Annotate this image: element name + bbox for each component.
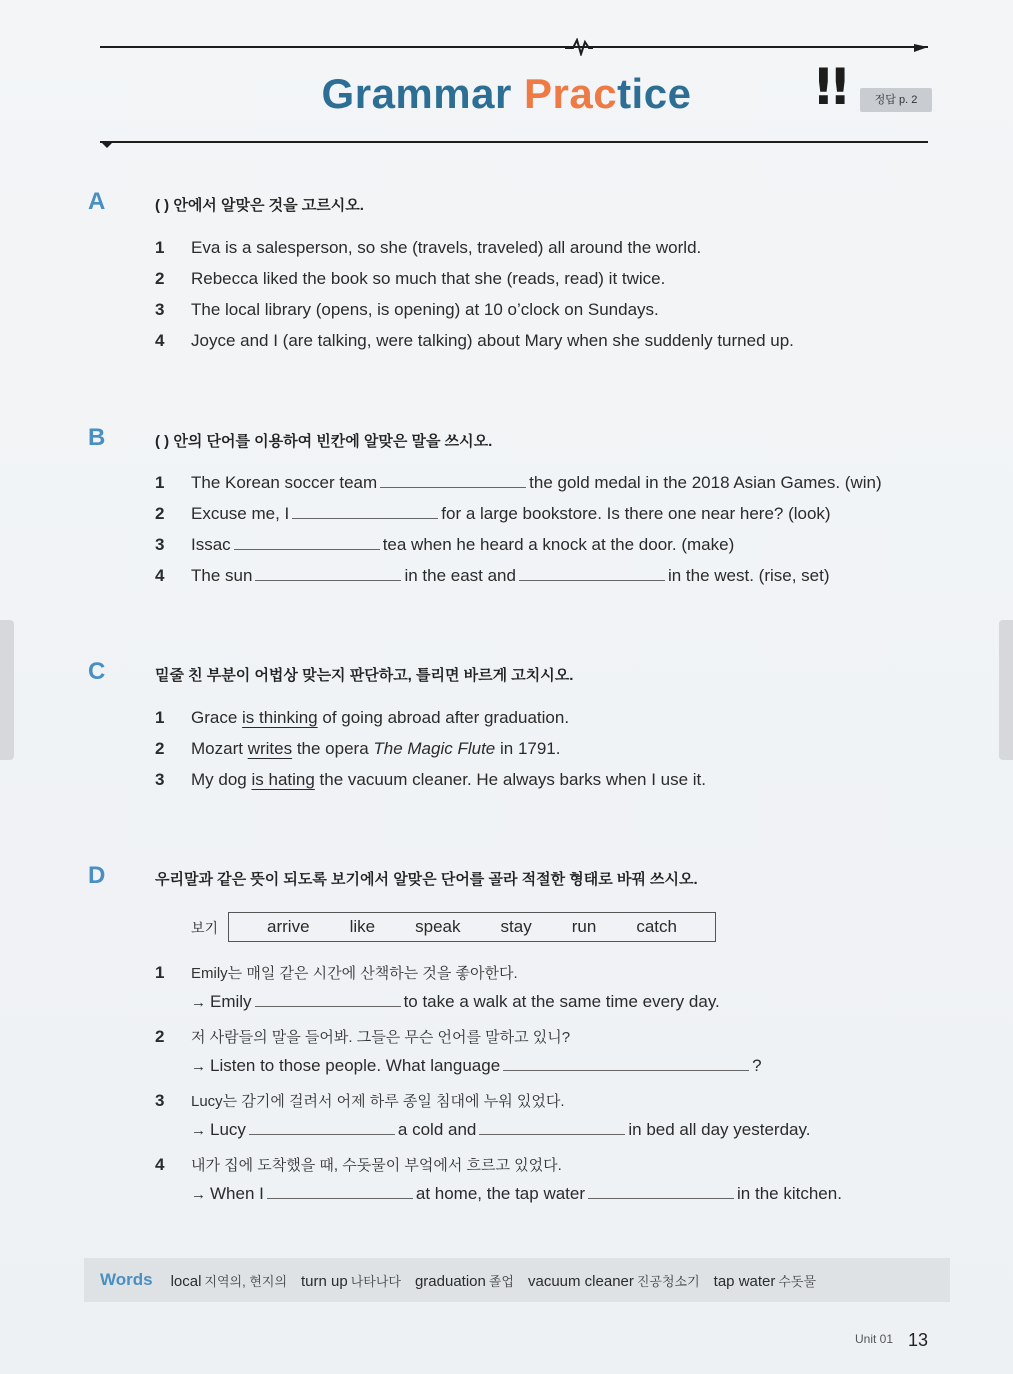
section-b-item: 3 Issac tea when he heard a knock at the door. (make) (155, 535, 735, 554)
section-a-item: 4 Joyce and I (are talking, were talking) about Mary when she suddenly turned up. (155, 331, 794, 350)
arrow-icon: → (191, 1186, 206, 1203)
words-title: Words (100, 1270, 153, 1289)
arrow-right-icon (914, 44, 928, 54)
answer-blank[interactable] (380, 473, 526, 488)
word-box-label: 보기 (191, 920, 219, 936)
section-d-instruction: 우리말과 같은 뜻이 되도록 보기에서 알맞은 단어를 골라 적절한 형태로 바꿔 쓰시오. (155, 871, 698, 888)
section-d-item-korean: 3 Lucy는 감기에 걸려서 어제 하루 종일 침대에 누워 있었다. (155, 1091, 565, 1110)
section-c-instruction: 밑줄 친 부분이 어법상 맞는지 판단하고, 틀리면 바르게 고치시오. (155, 667, 574, 684)
section-b-letter: B (88, 424, 106, 451)
header-top-rule (100, 46, 928, 48)
arrow-icon: → (191, 1058, 206, 1075)
answer-blank[interactable] (255, 992, 401, 1007)
section-d-item-korean: 1 Emily는 매일 같은 시간에 산책하는 것을 좋아한다. (155, 963, 518, 982)
left-page-edge (0, 620, 14, 760)
glossary-entry: turn up 나타나다 (301, 1272, 401, 1290)
word-option: stay (500, 917, 532, 936)
section-d-item-answer: → Lucy a cold and in bed all day yesterday. (191, 1120, 811, 1139)
answer-blank[interactable] (503, 1056, 749, 1071)
glossary-entry: graduation 졸업 (414, 1272, 514, 1290)
page-title: Grammar Practice (321, 70, 692, 117)
section-a-item: 2 Rebecca liked the book so much that she (reads, read) it twice. (155, 269, 666, 288)
glossary-entry: vacuum cleaner 진공청소기 (527, 1272, 700, 1290)
section-c-letter: C (88, 658, 106, 685)
unit-label: Unit 01 (855, 1332, 894, 1346)
arrow-icon: → (191, 994, 206, 1011)
page-number: 13 (908, 1330, 929, 1350)
section-a-item: 3 The local library (opens, is opening) at 10 o’clock on Sundays. (155, 300, 659, 319)
word-option: run (571, 917, 597, 936)
answer-blank[interactable] (479, 1120, 625, 1135)
section-b-item: 4 The sun in the east and in the west. (rise, set) (155, 566, 830, 585)
section-c-item: 2 Mozart writes the opera The Magic Flute in 1791. (155, 739, 561, 758)
word-option: like (349, 917, 376, 936)
section-b-item: 1 The Korean soccer team the gold medal in the 2018 Asian Games. (win) (155, 473, 882, 492)
answer-reference-badge: 정답 p. 2 (860, 88, 932, 112)
words-glossary (84, 1258, 950, 1302)
section-a-letter: A (88, 188, 106, 215)
answer-blank[interactable] (292, 504, 438, 519)
section-b-instruction: ( ) 안의 단어를 이용하여 빈칸에 알맞은 말을 쓰시오. (155, 433, 493, 450)
glossary-entry: tap water 수돗물 (713, 1272, 817, 1290)
zigzag-icon (565, 38, 593, 56)
section-d-letter: D (88, 862, 106, 889)
arrow-left-icon (100, 139, 114, 149)
section-a-item: 1 Eva is a salesperson, so she (travels, traveled) all around the world. (155, 238, 702, 257)
section-c-item: 1 Grace is thinking of going abroad after graduation. (155, 708, 570, 727)
word-box (228, 912, 716, 942)
section-d-item-answer: → When I at home, the tap water in the kitchen. (191, 1184, 842, 1203)
glossary-entry: local 지역의, 현지의 (170, 1272, 288, 1290)
word-option: speak (415, 917, 461, 936)
arrow-icon: → (191, 1122, 206, 1139)
answer-blank[interactable] (519, 566, 665, 581)
underlined-phrase: is thinking (242, 708, 318, 727)
word-option: arrive (267, 917, 310, 936)
right-page-edge (999, 620, 1013, 760)
answer-blank[interactable] (588, 1184, 734, 1199)
section-a-instruction: ( ) 안에서 알맞은 것을 고르시오. (155, 197, 364, 214)
word-option: catch (636, 917, 677, 936)
section-c-item: 3 My dog is hating the vacuum cleaner. He always barks when I use it. (155, 770, 707, 789)
answer-blank[interactable] (234, 535, 380, 550)
answer-blank[interactable] (255, 566, 401, 581)
section-d-item-answer: → Emily to take a walk at the same time every day. (191, 992, 720, 1011)
section-d-item-korean: 4 내가 집에 도착했을 때, 수돗물이 부엌에서 흐르고 있었다. (155, 1155, 562, 1174)
exclamation-icon: !! (812, 58, 846, 116)
section-d-item-korean: 2 저 사람들의 말을 들어봐. 그들은 무슨 언어를 말하고 있니? (155, 1027, 571, 1046)
answer-blank[interactable] (249, 1120, 395, 1135)
section-b-item: 2 Excuse me, I for a large bookstore. Is there one near here? (look) (155, 504, 831, 523)
answer-blank[interactable] (267, 1184, 413, 1199)
underlined-phrase: writes (247, 739, 293, 758)
section-d-item-answer: → Listen to those people. What language ? (191, 1056, 762, 1075)
underlined-phrase: is hating (251, 770, 315, 789)
header-bottom-rule (100, 141, 928, 143)
